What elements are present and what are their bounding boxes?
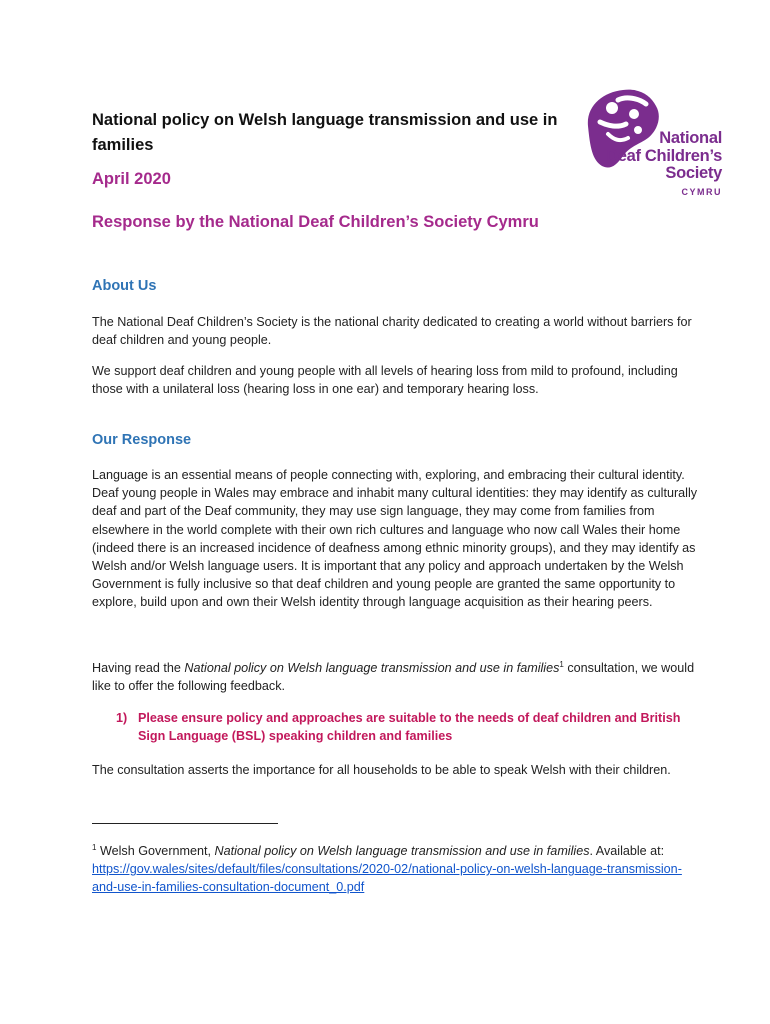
p2-italic-title: National policy on Welsh language transmission and use in families xyxy=(184,661,560,675)
response-paragraph-3: The consultation asserts the importance for all households to be able to speak Welsh with their children. xyxy=(92,763,671,777)
footnote-divider xyxy=(92,823,278,824)
logo-line-3: Society xyxy=(665,164,722,182)
footnote-number: 1 xyxy=(92,842,97,852)
footnote-before: Welsh Government, xyxy=(96,844,215,858)
footnote-italic-title: National policy on Welsh language transmission and use in families xyxy=(214,844,590,858)
about-paragraph-1: The National Deaf Children’s Society is the national charity dedicated to creating a world without barriers for deaf children and young people. xyxy=(92,315,692,348)
p2-before: Having read the xyxy=(92,661,185,675)
response-paragraph-1: Language is an essential means of people connecting with, exploring, and embracing their cultural identity. Deaf young people in Wales may embrace and inhabit many cultural identities: they may identify as culturally deaf and part of the Deaf community, they may use sign language, they may come from families from elsewhere in the world complete with their own rich cultures and language who now call Wales their home (indeed there is an increased incidence of deafness among ethnic minority groups), and they may identify as Welsh and/or Welsh language users. It is important that any policy and approach undertaken by the Welsh Government is fully inclusive so that deaf children and young people are granted the same opportunity to explore, build upon and own their Welsh identity through language acquisition as their hearing peers. xyxy=(92,468,698,610)
logo-wordmark xyxy=(596,130,722,183)
document-date: April 2020 xyxy=(92,170,171,188)
p2-after: consultation, we would like to offer the following feedback. xyxy=(92,661,695,694)
footnote-after: . Available at: xyxy=(589,844,665,858)
logo-cymru: CYMRU xyxy=(681,187,722,197)
footnote-ref-1[interactable]: 1 xyxy=(559,659,564,669)
about-us-heading: About Us xyxy=(92,278,157,294)
numbered-point-1 xyxy=(116,709,706,745)
our-response-heading: Our Response xyxy=(92,432,192,448)
about-paragraph-2: We support deaf children and young people with all levels of hearing loss from mild to profound, including those with a unilateral loss (hearing loss in one ear) and temporary hearing loss. xyxy=(92,364,678,397)
footnote-url-link[interactable]: https://gov.wales/sites/default/files/consultations/2020-02/national-policy-on-welsh-language-transmission-and-use-in-families-consultation-document_0.pdf xyxy=(92,862,682,895)
point-text: Please ensure policy and approaches are suitable to the needs of deaf children and British Sign Language (BSL) speaking children and families xyxy=(138,711,681,744)
response-by-heading: Response by the National Deaf Children’s Society Cymru xyxy=(92,213,539,231)
document-title: National policy on Welsh language transmission and use in families xyxy=(92,111,558,154)
point-number: 1) xyxy=(116,711,128,725)
logo-line-2: Deaf Children’s xyxy=(606,146,722,165)
footnote-1 xyxy=(92,842,702,897)
logo-line-1: National xyxy=(659,129,722,147)
response-paragraph-2 xyxy=(92,659,700,695)
